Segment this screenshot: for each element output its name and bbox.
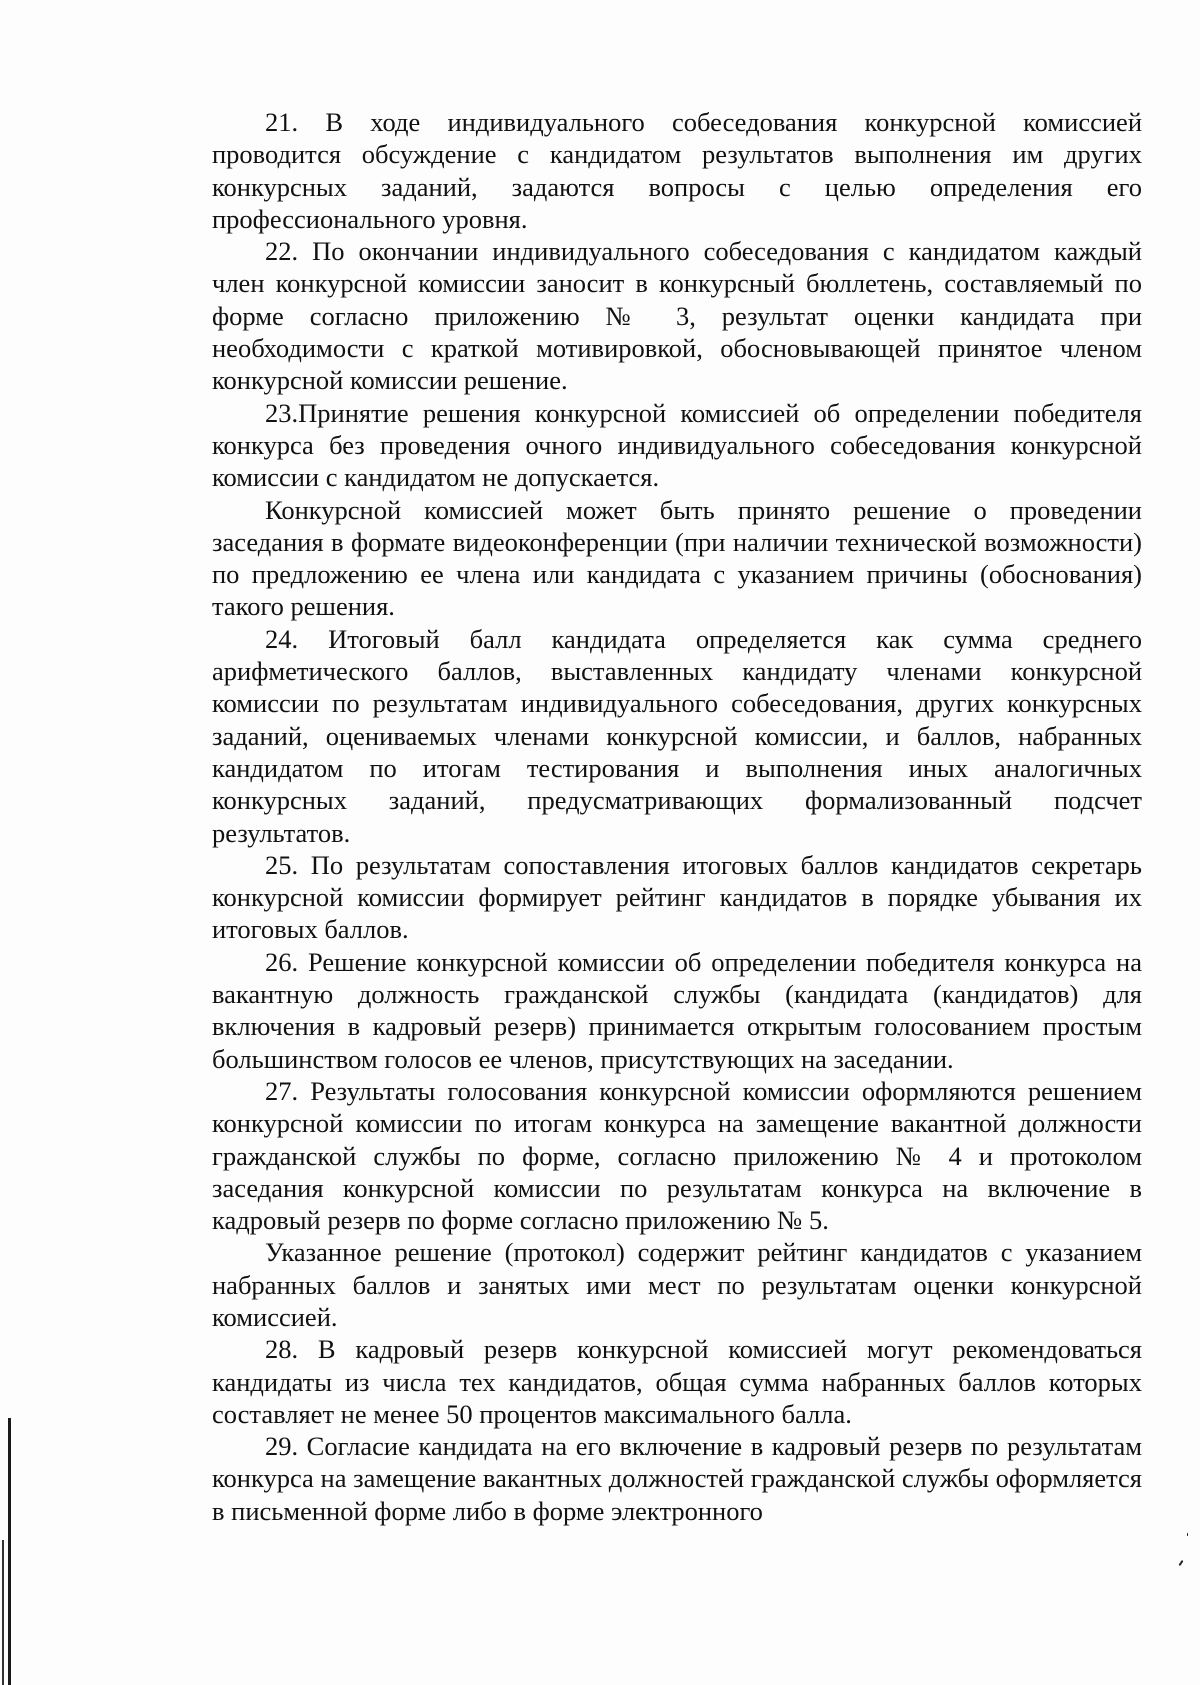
scan-edge-line-secondary xyxy=(2,1540,4,1685)
paragraph-24: 24. Итоговый балл кандидата определяется как сумма среднего арифметического баллов, выставленных кандидату членами конкурсной комиссии по результатам индивидуального собеседования, других конкурсных заданий, оцениваемых членами конкурсной комиссии, и баллов, набранных кандидатом по итогам тестирования и выполнения иных аналогичных конкурсных заданий, предусматривающих формализованный подсчет результатов. xyxy=(212,623,1142,848)
scan-edge-line xyxy=(8,1418,11,1685)
document-body xyxy=(212,106,1142,1527)
paragraph-23-continued: Конкурсной комиссией может быть принято решение о проведении заседания в формате видеоконференции (при наличии технической возможности) по предложению ее члена или кандидата с указанием причины (обоснования) такого решения. xyxy=(212,494,1142,622)
paragraph-23: 23.Принятие решения конкурсной комиссией об определении победителя конкурса без проведения очного индивидуального собеседования конкурсной комиссии с кандидатом не допускается. xyxy=(212,397,1142,493)
paragraph-27: 27. Результаты голосования конкурсной комиссии оформляются решением конкурсной комиссии по итогам конкурса на замещение вакантной должности гражданской службы по форме, согласно приложению № 4 и протоколом заседания конкурсной комиссии по результатам конкурса на включение в кадровый резерв по форме согласно приложению № 5. xyxy=(212,1075,1142,1236)
scan-speck xyxy=(1178,1560,1183,1566)
paragraph-21: 21. В ходе индивидуального собеседования конкурсной комиссией проводится обсуждение с кандидатом результатов выполнения им других конкурсных заданий, задаются вопросы с целью определения его профессионального уровня. xyxy=(212,107,1142,234)
paragraph-26: 26. Решение конкурсной комиссии об определении победителя конкурса на вакантную должность гражданской службы (кандидата (кандидатов) для включения в кадровый резерв) принимается открытым голосованием простым большинством голосов ее членов, присутствующих на заседании. xyxy=(212,946,1142,1074)
paragraph-28: 28. В кадровый резерв конкурсной комиссией могут рекомендоваться кандидаты из числа тех кандидатов, общая сумма набранных баллов которых составляет не менее 50 процентов максимального балла. xyxy=(212,1334,1142,1429)
scan-speck xyxy=(1187,1533,1188,1536)
paragraph-25: 25. По результатам сопоставления итоговых баллов кандидатов секретарь конкурсной комиссии формирует рейтинг кандидатов в порядке убывания их итоговых баллов. xyxy=(212,849,1142,945)
paragraph-22: 22. По окончании индивидуального собеседования с кандидатом каждый член конкурсной комиссии заносит в конкурсный бюллетень, составляемый по форме согласно приложению № 3, результат оценки кандидата при необходимости с краткой мотивировкой, обосновывающей принятое членом конкурсной комиссии решение. xyxy=(212,236,1142,396)
paragraph-27-continued: Указанное решение (протокол) содержит рейтинг кандидатов с указанием набранных баллов и занятых ими мест по результатам оценки конкурсной комиссией. xyxy=(212,1237,1142,1332)
paragraph-29: 29. Согласие кандидата на его включение в кадровый резерв по результатам конкурса на замещение вакантных должностей гражданской службы оформляется в письменной форме либо в форме электронного xyxy=(212,1431,1142,1526)
